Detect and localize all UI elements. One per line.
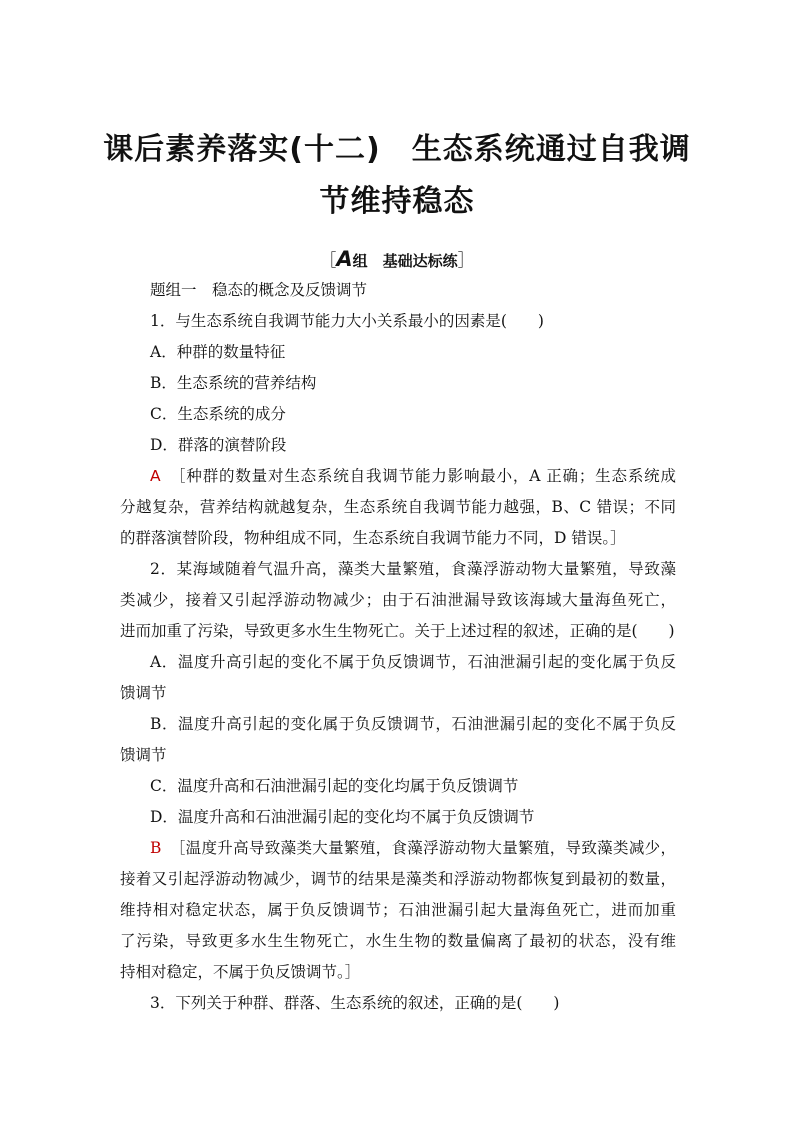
q1-explanation-line-1: A ［种群的数量对生态系统自我调节能力影响最小，A 正确；生态系统成 (150, 467, 676, 485)
q1-answer: A (150, 467, 161, 485)
group-label: 组 基础达标练 (352, 252, 458, 270)
q2-option-d: D．温度升高和石油泄漏引起的变化均不属于负反馈调节 (150, 808, 535, 826)
q2-option-a-line-1: A．温度升高引起的变化不属于负反馈调节，石油泄漏引起的变化属于负反 (150, 653, 676, 671)
group-letter: A (336, 247, 353, 271)
q2-stem-line-1: 2．某海域随着气温升高，藻类大量繁殖，食藻浮游动物大量繁殖，导致藻 (150, 560, 676, 578)
q1-option-c: C．生态系统的成分 (150, 405, 286, 423)
q2-stem-line-3: 进而加重了污染，导致更多水生生物死亡。关于上述过程的叙述，正确的是( ) (120, 622, 675, 640)
q2-explanation-line-1: B ［温度升高导致藻类大量繁殖，食藻浮游动物大量繁殖，导致藻类减少， (150, 839, 676, 857)
q1-explanation-line-3: 的群落演替阶段，物种组成不同，生态系统自我调节能力不同，D 错误。］ (120, 529, 626, 547)
q2-explanation-line-4: 了污染，导致更多水生生物死亡，水生生物的数量偏离了最初的状态，没有维 (120, 932, 676, 950)
q1-explanation-line-2: 分越复杂，营养结构就越复杂，生态系统自我调节能力越强，B、C 错误；不同 (120, 498, 676, 516)
q2-option-a-line-2: 馈调节 (120, 684, 167, 702)
q3-stem: 3．下列关于种群、群落、生态系统的叙述，正确的是( ) (150, 994, 560, 1012)
q2-stem-line-2: 类减少，接着又引起浮游动物减少；由于石油泄漏导致该海域大量海鱼死亡， (120, 591, 676, 609)
q2-explanation-line-3: 维持相对稳定状态，属于负反馈调节；石油泄漏引起大量海鱼死亡，进而加重 (120, 901, 676, 919)
q2-explanation-line-5: 持相对稳定，不属于负反馈调节。］ (120, 963, 361, 981)
q2-option-b-line-2: 馈调节 (120, 746, 167, 764)
group-heading (0, 246, 794, 271)
bracket-open: ［ (319, 251, 337, 271)
bracket-close: ］ (457, 251, 475, 271)
q1-option-d: D．群落的演替阶段 (150, 436, 287, 454)
q2-option-c: C．温度升高和石油泄漏引起的变化均属于负反馈调节 (150, 777, 519, 795)
q2-explanation-line-2: 接着又引起浮游动物减少，调节的结果是藻类和浮游动物都恢复到最初的数量， (120, 870, 676, 888)
page-title-line-1: 课后素养落实(十二) 生态系统通过自我调 (103, 132, 691, 167)
section-heading: 题组一 稳态的概念及反馈调节 (150, 281, 368, 299)
q1-option-b: B．生态系统的营养结构 (150, 374, 317, 392)
q1-option-a: A．种群的数量特征 (150, 343, 286, 361)
q1-stem: 1．与生态系统自我调节能力大小关系最小的因素是( ) (150, 312, 544, 330)
q2-answer: B (150, 839, 162, 857)
q2-option-b-line-1: B．温度升高引起的变化属于负反馈调节，石油泄漏引起的变化不属于负反 (150, 715, 676, 733)
page-title-line-2: 节维持稳态 (319, 184, 475, 219)
